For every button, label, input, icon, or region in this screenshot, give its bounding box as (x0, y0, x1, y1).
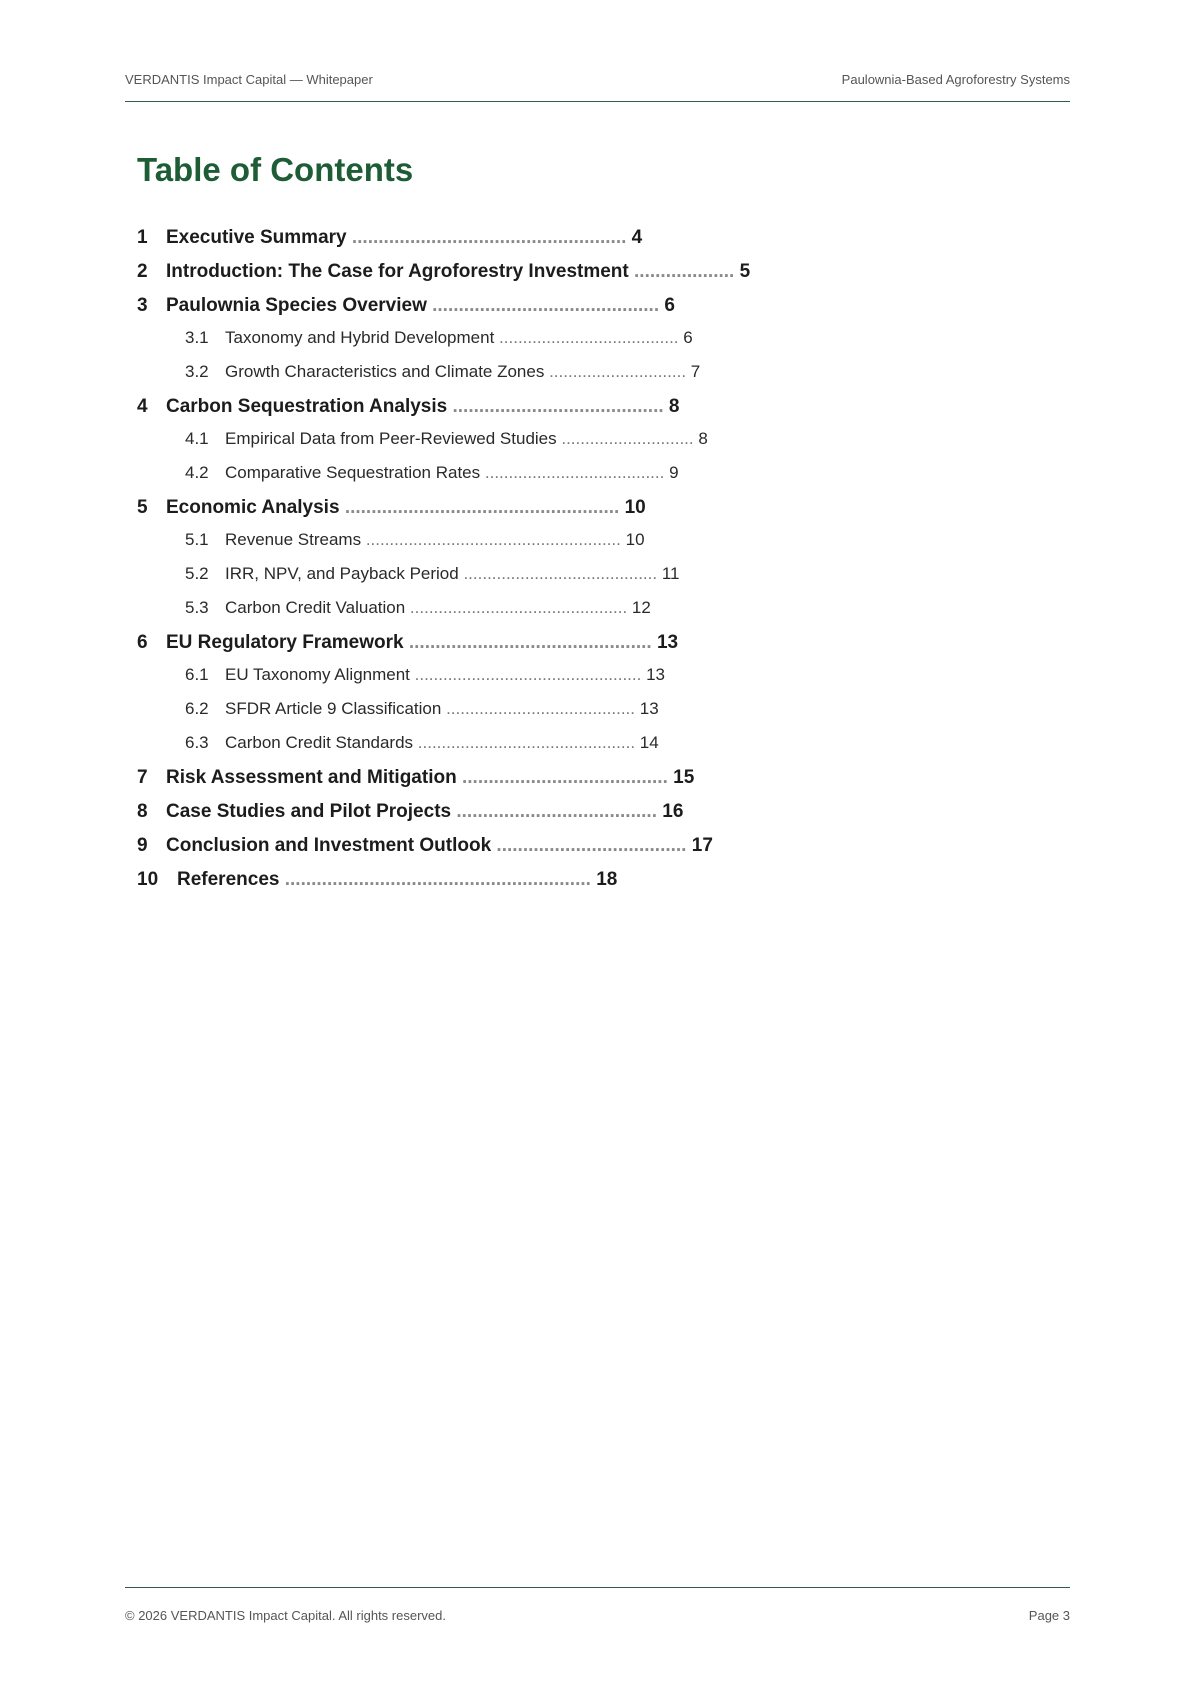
toc-leader-dots: ...................................... (456, 801, 657, 822)
toc-entry-page: 14 (639, 733, 659, 752)
toc-entry-page: 16 (662, 801, 684, 822)
toc-subentry[interactable] (137, 598, 651, 618)
toc-entry-page: 8 (668, 396, 680, 417)
toc-subentry[interactable] (137, 362, 700, 382)
toc-entry-label: Carbon Credit Valuation (225, 598, 406, 617)
toc-leader-dots: .................................... (496, 835, 687, 856)
toc-entry-page: 6 (664, 295, 675, 316)
toc-leader-dots: ............................ (561, 429, 694, 448)
toc-leader-dots: ......................................... (463, 564, 658, 583)
footer-copyright: © 2026 VERDANTIS Impact Capital. All rights reserved. (125, 1608, 446, 1623)
page-header (125, 72, 1070, 87)
toc-subentry[interactable] (137, 665, 665, 685)
toc-entry-number: 8 (137, 801, 148, 822)
toc-leader-dots: ...................................... (484, 463, 665, 482)
toc-entry-label: References (177, 869, 280, 890)
toc-entry-page: 13 (639, 699, 659, 718)
toc-subentry[interactable] (137, 429, 708, 449)
toc-entry[interactable] (137, 632, 678, 654)
toc-entry-label: Paulownia Species Overview (166, 295, 427, 316)
toc-entry-page: 10 (625, 530, 645, 549)
toc-subentry[interactable] (137, 328, 693, 348)
toc-entry-page: 13 (656, 632, 679, 653)
toc-entry-page: 5 (739, 261, 751, 282)
toc-subentry[interactable] (137, 564, 680, 584)
toc-entry-label: EU Taxonomy Alignment (225, 665, 410, 684)
toc-entry-label: Conclusion and Investment Outlook (166, 835, 492, 856)
toc-entry-page: 10 (624, 497, 646, 518)
toc-entry-number: 5.3 (185, 598, 209, 617)
toc-entry-number: 6 (137, 632, 148, 653)
toc-entry-number: 2 (137, 261, 148, 282)
toc-entry-label: Executive Summary (166, 227, 347, 248)
toc-leader-dots: .................................................... (344, 497, 620, 518)
toc-entry-label: Carbon Credit Standards (225, 733, 414, 752)
toc-entry-label: Revenue Streams (225, 530, 362, 549)
toc-leader-dots: ............................. (549, 362, 687, 381)
header-right: Paulownia-Based Agroforestry Systems (841, 72, 1070, 87)
toc-entry-number: 6.3 (185, 733, 209, 752)
toc-entry-number: 10 (137, 869, 159, 890)
toc-entry-number: 4 (137, 396, 148, 417)
toc-entry-number: 5.2 (185, 564, 209, 583)
toc-entry-number: 6.2 (185, 699, 209, 718)
header-left: VERDANTIS Impact Capital — Whitepaper (125, 72, 373, 87)
toc-entry-number: 9 (137, 835, 148, 856)
toc-entry-page: 4 (631, 227, 643, 248)
toc-entry-number: 5 (137, 497, 148, 518)
toc-subentry[interactable] (137, 699, 659, 719)
toc-subentry[interactable] (137, 530, 645, 550)
toc-entry-label: Economic Analysis (166, 497, 340, 518)
page-footer (125, 1608, 1070, 1623)
toc-leader-dots: .............................................. (409, 598, 628, 617)
toc-entry-page: 15 (673, 767, 695, 788)
toc-entry-number: 4.2 (185, 463, 209, 482)
toc-entry-number: 1 (137, 227, 148, 248)
toc-entry-label: Carbon Sequestration Analysis (166, 396, 448, 417)
toc-entry-page: 9 (669, 463, 679, 482)
toc-entry-page: 18 (596, 869, 618, 890)
toc-subentry[interactable] (137, 463, 679, 483)
toc-leader-dots: .............................................. (417, 733, 636, 752)
toc-entry-number: 3.2 (185, 362, 209, 381)
toc-leader-dots: ........................................ (452, 396, 664, 417)
toc-entry-label: EU Regulatory Framework (166, 632, 404, 653)
toc-entry-label: Risk Assessment and Mitigation (166, 767, 457, 788)
toc-entry-label: Empirical Data from Peer-Reviewed Studies (225, 429, 557, 448)
toc-leader-dots: ........................................... (432, 295, 660, 316)
toc-entry-page: 17 (691, 835, 713, 856)
toc-subentry[interactable] (137, 733, 659, 753)
toc-entry-label: Introduction: The Case for Agroforestry Investment (166, 261, 629, 282)
toc-entry[interactable] (137, 835, 713, 857)
toc-entry-label: Growth Characteristics and Climate Zones (225, 362, 545, 381)
toc-leader-dots: .................................................... (351, 227, 627, 248)
toc-entry-label: Case Studies and Pilot Projects (166, 801, 452, 822)
toc-entry-number: 5.1 (185, 530, 209, 549)
toc-leader-dots: .............................................. (408, 632, 652, 653)
toc-entry-label: IRR, NPV, and Payback Period (225, 564, 459, 583)
toc-entry-label: SFDR Article 9 Classification (225, 699, 442, 718)
toc-entry[interactable] (137, 767, 694, 789)
toc-entry-page: 8 (698, 429, 708, 448)
toc-entry-page: 7 (690, 362, 701, 381)
page-title: Table of Contents (137, 151, 414, 188)
toc-entry-number: 6.1 (185, 665, 209, 684)
toc-entry-number: 3.1 (185, 328, 209, 347)
toc-leader-dots: ........................................ (446, 699, 636, 718)
toc-leader-dots: ....................................... (461, 767, 668, 788)
toc-entry-page: 6 (683, 328, 693, 347)
toc-entry-number: 7 (137, 767, 148, 788)
toc-entry[interactable] (137, 227, 642, 249)
header-divider (125, 101, 1070, 102)
toc-leader-dots: .......................................................... (284, 869, 591, 890)
toc-entry-label: Comparative Sequestration Rates (225, 463, 481, 482)
toc-entry[interactable] (137, 396, 680, 418)
toc-entry-number: 4.1 (185, 429, 209, 448)
toc-entry[interactable] (137, 295, 675, 317)
toc-entry[interactable] (137, 801, 683, 823)
toc-entry-page: 11 (661, 564, 680, 583)
page-number: Page 3 (1028, 1608, 1070, 1623)
toc-leader-dots: ...................................... (499, 328, 679, 347)
toc-entry[interactable] (137, 497, 646, 519)
toc-leader-dots: ................................................ (414, 665, 642, 684)
toc-leader-dots: ...................................................... (365, 530, 621, 549)
toc-entry[interactable] (137, 261, 750, 283)
toc-entry-page: 12 (631, 598, 651, 617)
toc-leader-dots: ................... (634, 261, 735, 282)
footer-divider (125, 1587, 1070, 1588)
toc-entry-page: 13 (646, 665, 666, 684)
toc-entry[interactable] (137, 869, 617, 891)
toc-entry-label: Taxonomy and Hybrid Development (225, 328, 495, 347)
toc-entry-number: 3 (137, 295, 148, 316)
